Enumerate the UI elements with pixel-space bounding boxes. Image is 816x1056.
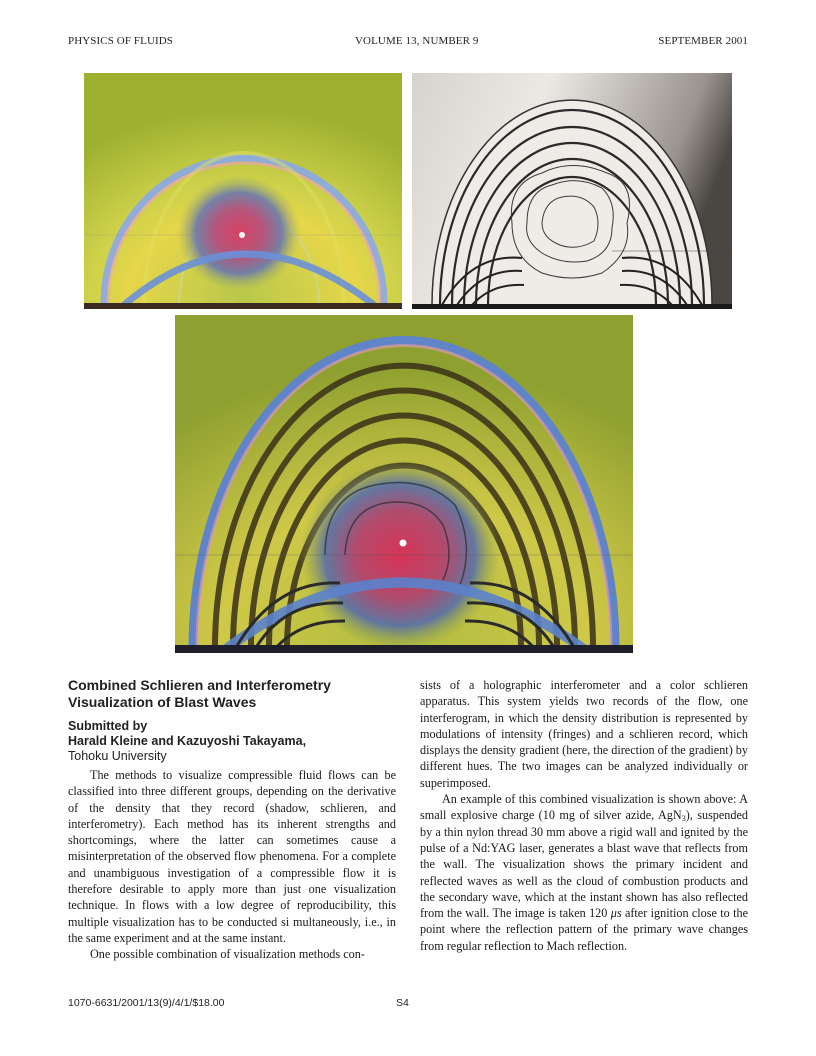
submitted-by-label: Submitted by (68, 719, 148, 733)
article-title: Combined Schlieren and Interferometry Visualization of Blast Waves (68, 677, 331, 710)
byline (68, 719, 398, 764)
authors: Harald Kleine and Kazuyoshi Takayama, (68, 734, 307, 748)
example-text-1: An example of this combined visualization is shown above: A small explosive charge (10 mg of silver azide, (420, 792, 748, 823)
body-column-left (68, 767, 396, 963)
paragraph-combination-continued: sists of a holographic interferometer and a color schlieren apparatus. This system yields two records of the flow, one interferogram, in which the density distribution is represented by modulations of intensity (fringes) and a schlieren record, which displays the density gradient (here, the direction of the gradient) by different hues. The two images can be analyzed individually or superimposed. (420, 678, 748, 790)
color-schlieren-graphic (84, 73, 402, 309)
interferogram-graphic (412, 73, 732, 309)
color-schlieren-image (84, 73, 402, 309)
paragraph-example (420, 791, 748, 954)
affiliation: Tohoku University (68, 749, 167, 763)
page-number: S4 (396, 997, 409, 1009)
paragraph-combination-start: One possible combination of visualization methods con- (90, 947, 365, 962)
example-text-2: ), suspended by a thin nylon thread 30 mm above a rigid wall and ignited by the pulse of a Nd:YAG laser, generates a blast wave that reflects from the wall. The visualization shows the primary incident and reflected waves as well as the cloud of combustion products and the secondary wave, which at the instant shown has also reflected from the wall. The image is taken 120 (420, 808, 749, 921)
footer-code: 1070-6631/2001/13(9)/4/1/$18.00 (68, 997, 225, 1009)
combined-graphic (175, 315, 633, 653)
body-column-right (420, 677, 748, 954)
journal-name: PHYSICS OF FLUIDS (68, 35, 174, 47)
example-text-3: after ignition close to the point where the reflection pattern of the primary wave changes from regular reflection to Mach reflection. (420, 906, 748, 953)
volume-number: VOLUME 13, NUMBER 9 (355, 35, 479, 47)
issue-date: SEPTEMBER 2001 (658, 35, 748, 47)
combined-image (175, 315, 633, 653)
running-head (68, 35, 748, 49)
chemical-subscript: 3 (681, 814, 686, 824)
interferogram-image (412, 73, 732, 309)
microsecond-unit: μs (610, 906, 622, 921)
chemical-formula: AgN (657, 808, 682, 823)
paragraph-intro: The methods to visualize compressible fluid flows can be classified into three different groups, depending on the derivative of the density that they record (shadow, schlieren, and interferometry). Each method has its inherent strengths and shortcomings, where the latter can sometimes cause a misinterpretation of the observed flow phenomena. For a complete and unambiguous investigation of a compressible flow it is therefore desirable to apply more than just one visualization technique. In flows with a low degree of reproducibility, this multiple visualization has to be conducted si multaneously, i.e., in the same experiment and at the same instant. (68, 768, 396, 945)
